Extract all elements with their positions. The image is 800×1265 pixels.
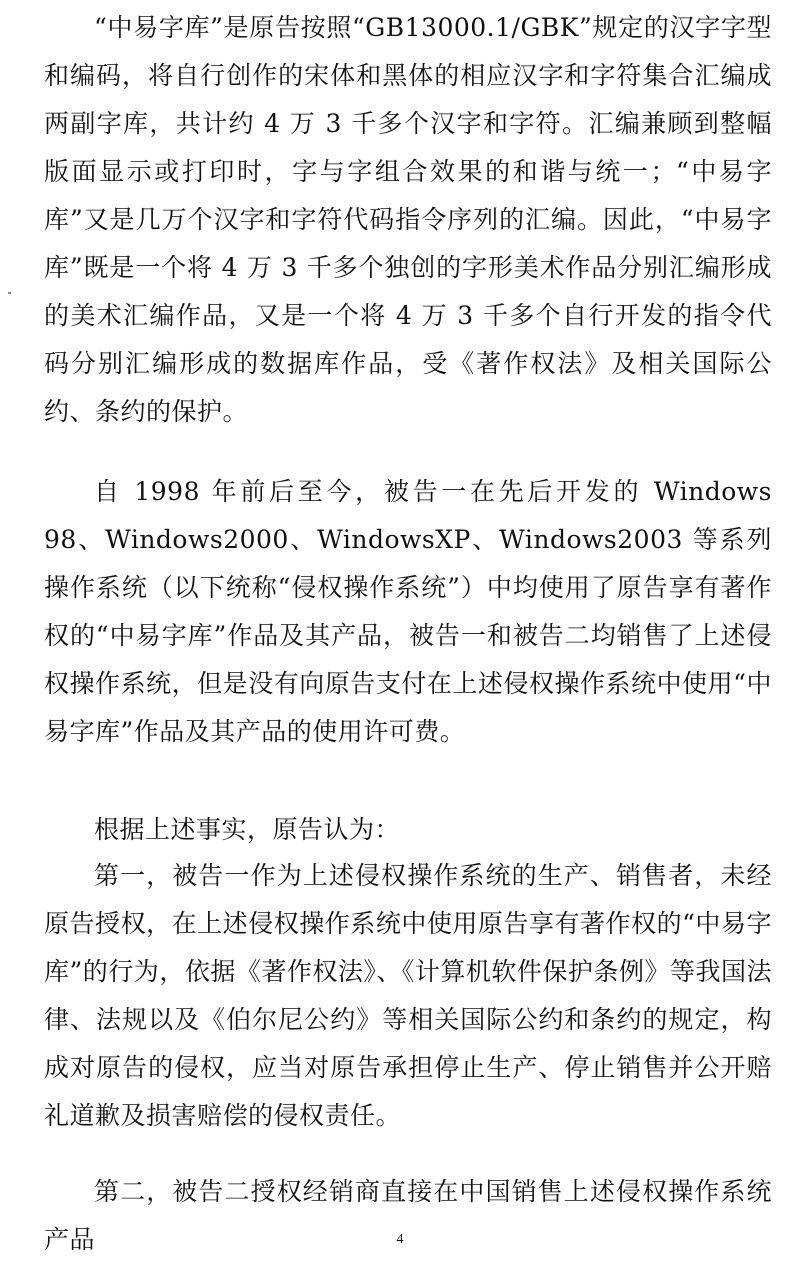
- paragraph-first-claim: 第一，被告一作为上述侵权操作系统的生产、销售者，未经原告授权，在上述侵权操作系统中使用原告享有著作权的“中易字库”的行为，依据《著作权法》、《计算机软件保护条例》等我国法律、法规以及《伯尔尼公约》等相关国际公约和条约的规定，构成对原告的侵权，应当对原告承担停止生产、停止销售并公开赔礼道歉及损害赔偿的侵权责任。: [44, 861, 772, 1130]
- paragraph-second-claim: 第二，被告二授权经销商直接在中国销售上述侵权操作系统产品: [44, 1177, 772, 1254]
- paragraph-font-library-description: “中易字库”是原告按照“GB13000.1/GBK”规定的汉字字型和编码，将自行创作的宋体和黑体的相应汉字和字符集合汇编成两副字库，共计约 4 万 3 千多个汉字和字符。汇编兼顾到整幅版面显示或打印时，字与字组合效果的和谐与统一；“中易字库”又是几万个汉字和字符代码指令序列的汇编。因此，“中易字库”既是一个将 4 万 3 千多个独创的字形美术作品分别汇编形成的美术汇编作品，又是一个将 4 万 3 千多个自行开发的指令代码分别汇编形成的数据库作品，受《著作权法》及相关国际公约、条约的保护。: [44, 13, 772, 426]
- page-number: 4: [396, 1232, 404, 1247]
- paragraph-plaintiff-position-intro: 根据上述事实，原告认为：: [94, 815, 401, 844]
- scan-artifact: [8, 292, 11, 294]
- paragraph-infringement-facts: 自 1998 年前后至今，被告一在先后开发的 Windows 98、Windows2000、WindowsXP、Windows2003 等系列操作系统（以下统称“侵权操作系统”）中均使用了原告享有著作权的“中易字库”作品及其产品，被告一和被告二均销售了上述侵权操作系统，但是没有向原告支付在上述侵权操作系统中使用“中易字库”作品及其产品的使用许可费。: [44, 477, 772, 746]
